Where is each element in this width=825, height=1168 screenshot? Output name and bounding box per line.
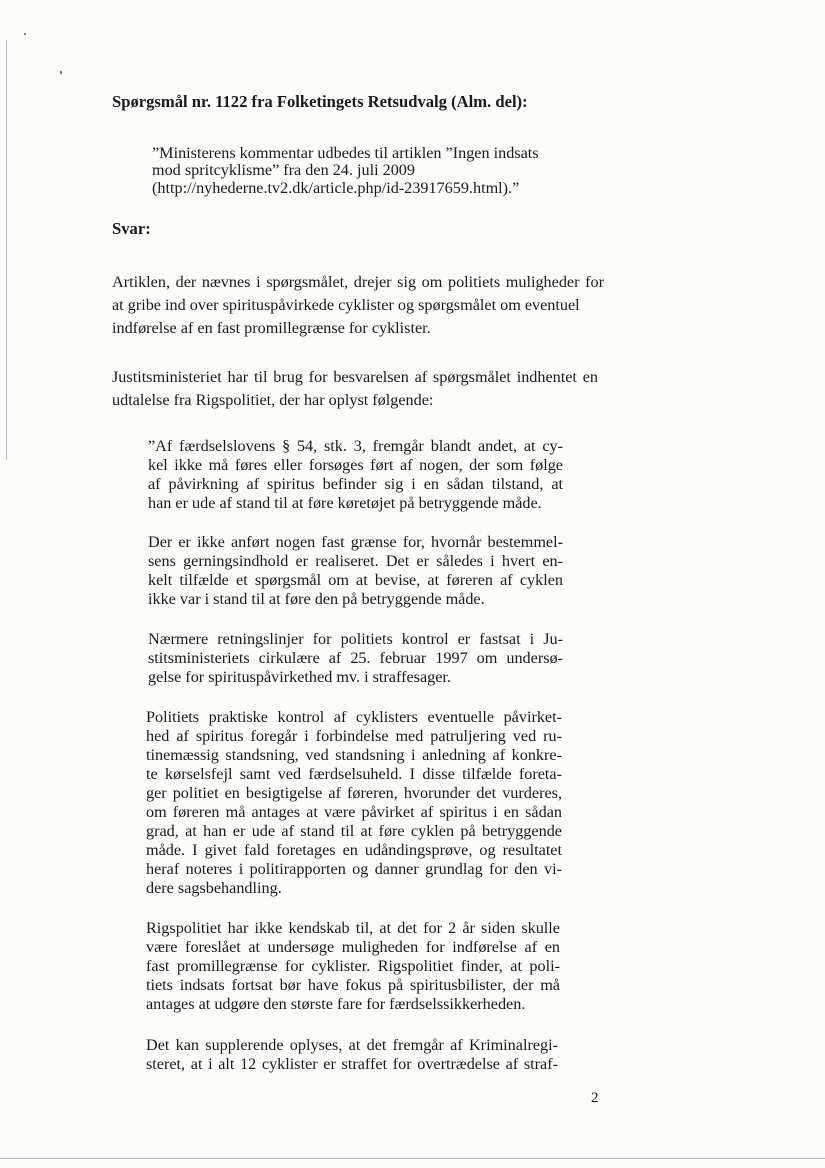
quote-line: steret, at i alt 12 cyklister er straffet for overtrædelse af straf-	[146, 1055, 558, 1073]
quote-line: stitsministeriets cirkulære af 25. februar 1997 om undersø-	[148, 649, 563, 667]
quote-line: Politiets praktiske kontrol af cyklisters eventuelle påvirket-	[146, 708, 562, 726]
question-line: ”Ministerens kommentar udbedes til artiklen ”Ingen indsats	[152, 144, 539, 162]
question-line: mod spritcyklisme” fra den 24. juli 2009	[152, 161, 415, 179]
quote-line: ger politiet en besigtigelse af føreren, hvorunder det vurderes,	[146, 784, 562, 802]
paragraph-line: indførelse af en fast promillegrænse for cyklister.	[112, 319, 431, 337]
quote-line: sens gerningsindhold er realiseret. Det er således i hvert en-	[148, 552, 563, 570]
answer-heading: Svar:	[112, 219, 151, 238]
quote-line: han er ude af stand til at føre køretøjet på betryggende måde.	[148, 494, 542, 512]
quote-line: tiets indsats fortsat bør have fokus på spiritusbilister, der må	[146, 976, 560, 994]
quote-line: kel ikke må føres eller forsøges ført af nogen, der som følge	[148, 456, 563, 474]
quote-line: kelt tilfælde et spørgsmål om at bevise, at føreren af cyklen	[148, 571, 563, 589]
scan-edge-line	[6, 40, 7, 460]
paragraph-line: at gribe ind over spirituspåvirkede cyklister og spørgsmålet om eventuel	[112, 296, 580, 314]
quote-line: grad, at han er ude af stand til at føre cyklen på betryggende	[146, 822, 562, 840]
quote-line: Rigspolitiet har ikke kendskab til, at det for 2 år siden skulle	[146, 919, 560, 937]
quote-line: være foreslået at undersøge muligheden for indførelse af en	[146, 938, 560, 956]
quote-line: tinemæssig standsning, ved standsning i anledning af konkre-	[146, 746, 562, 764]
question-line: (http://nyhederne.tv2.dk/article.php/id-23917659.html).”	[152, 179, 520, 197]
paragraph-line: Justitsministeriet har til brug for besvarelsen af spørgsmålet indhentet en	[112, 368, 598, 386]
paragraph-line: udtalelse fra Rigspolitiet, der har oplyst følgende:	[112, 391, 434, 409]
quote-line: te kørselsfejl samt ved færdselsuheld. I disse tilfælde foreta-	[146, 765, 562, 783]
quote-line: heraf noteres i politirapporten og danner grundlag for den vi-	[146, 860, 562, 878]
quote-line: gelse for spirituspåvirkethed mv. i straffesager.	[148, 668, 451, 686]
quote-line: Det kan supplerende oplyses, at det fremgår af Kriminalregi-	[146, 1036, 558, 1054]
scan-bottom-line	[0, 1158, 825, 1159]
scan-speck	[24, 33, 26, 35]
quote-line: Nærmere retningslinjer for politiets kontrol er fastsat i Ju-	[148, 630, 563, 648]
quote-line: hed af spiritus foregår i forbindelse med patruljering ved ru-	[146, 727, 562, 745]
page-number: 2	[591, 1090, 599, 1106]
quote-line: ”Af færdselslovens § 54, stk. 3, fremgår blandt andet, at cy-	[148, 437, 563, 455]
quote-line: ikke var i stand til at føre den på betryggende måde.	[148, 590, 485, 608]
quote-line: antages at udgøre den største fare for færdselssikkerheden.	[146, 995, 526, 1013]
quote-line: om føreren må antages at være påvirket af spiritus i en sådan	[146, 803, 562, 821]
paragraph-line: Artiklen, der nævnes i spørgsmålet, drejer sig om politiets muligheder for	[112, 273, 604, 291]
scan-speck	[60, 71, 62, 74]
question-heading: Spørgsmål nr. 1122 fra Folketingets Retsudvalg (Alm. del):	[112, 92, 528, 111]
quote-line: måde. I givet fald foretages en udåndingsprøve, og resultatet	[146, 841, 562, 859]
quote-line: af påvirkning af spiritus befinder sig i en sådan tilstand, at	[148, 475, 563, 493]
quote-line: dere sagsbehandling.	[146, 879, 282, 897]
quote-line: fast promillegrænse for cyklister. Rigspolitiet finder, at poli-	[146, 957, 560, 975]
quote-line: Der er ikke anført nogen fast grænse for, hvornår bestemmel-	[148, 533, 563, 551]
